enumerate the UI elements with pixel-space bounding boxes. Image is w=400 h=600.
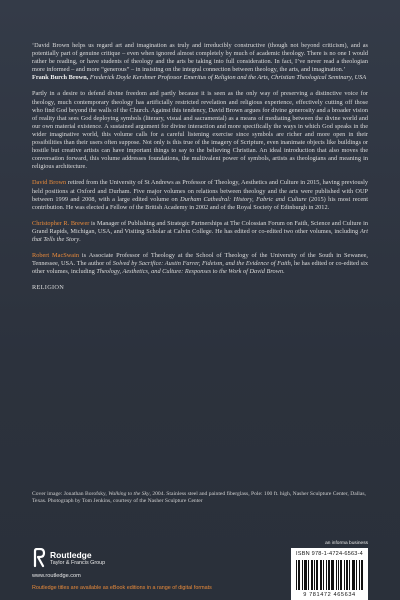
back-cover-text <box>32 42 368 300</box>
subject-category: RELIGION <box>32 284 65 292</box>
isbn-block <box>291 541 368 600</box>
bio-name: Robert MacSwain <box>32 252 79 260</box>
routledge-logo-icon <box>32 548 46 568</box>
bio-text-end: (2015) his most recent contribution. He was elected a Fellow of the British Academy in 2002 and of the Royal Society of Edinburgh in 2012. <box>32 195 369 211</box>
bio-italic-title: Durham Cathedral: History, Fabric and Culture <box>180 195 307 203</box>
cover-credit-prefix: Cover image: Jonathan Borofsky, <box>32 491 109 497</box>
cover-image-credit <box>32 491 368 505</box>
cover-credit-rest: , 2004. Stainless steel and painted fiberglass, Pole: 100 ft. high, Nasher Sculpture Center, Dallas, Texas. Photograph by Tom Jenkins, courtesy of the Nasher Sculpture Center <box>32 491 366 505</box>
bio-italic-title: Solved by Sacrifice: Austin Farrer, Fideism, and the Evidence of Faith <box>112 260 291 268</box>
book-description: Partly in a desire to defend divine freedom and partly because it is seen as the only way of preserving a distinctive voice for theology, much contemporary theology has artificially restricted revelation and religious experience, effectively cutting off those who find God beyond the walls of the Church. Against this tendency, David Brown argues for divine generosity and a broader vision of reality that sees God deploying symbols (literary, visual and sacramental) as a means of mediating between the divine world and our own material existence. A sustained argument for divine interaction and more specifically the ways in which God speaks in the wider imaginative world, this volume calls for a careful listening exercise since symbols are richer and more open in their possibilities than their users often suppose. Not only is this true of the imagery of Scripture, even inanimate objects like buildings or hostile but creative artists can have important things to say to the believing Christian. An ideal introduction that also moves the conversation forward, this volume addresses foundations, the multivalent power of symbols, artists as theologians and meaning in religious architecture. <box>32 90 368 171</box>
informa-business-note: an informa business <box>325 541 368 546</box>
cover-credit-title: Walking to the Sky <box>108 491 150 497</box>
bio-text-end: . <box>79 235 81 243</box>
publisher-url[interactable]: www.routledge.com <box>32 573 81 579</box>
bio-text: is Associate Professor of Theology at the School of Theology of the University of the South in Sewanee, Tennessee, USA. The author of <box>32 252 368 268</box>
barcode-digits: 9 781472 465634 <box>303 592 356 598</box>
bio-name: Christopher R. Brewer <box>32 219 90 227</box>
barcode-icon <box>296 560 363 590</box>
bio-text: is Manager of Publishing and Strategic Partnerships at The Colossian Forum on Faith, Science and Culture in Grand Rapids, Michigan, USA, and Visiting Scholar at Calvin College. He has edited or co-edited two other volumes, including <box>32 219 368 235</box>
quote-attribution <box>32 74 368 82</box>
bio-name: David Brown <box>32 179 67 187</box>
barcode <box>291 548 368 600</box>
quote-affiliation: Frederick Doyle Kershner Professor Emeritus of Religion and the Arts, Christian Theological Seminary, USA <box>89 74 367 82</box>
bio-robert-macswain <box>32 252 368 276</box>
publisher-group: Taylor & Francis Group <box>50 559 106 566</box>
isbn-label: ISBN 978-1-4724-6563-4 <box>296 551 363 557</box>
bio-text-end: . <box>283 268 285 276</box>
quote-text: ‘David Brown helps us regard art and imagination as truly and irreducibly constructive (though not beyond criticism), and as potentially part of genuine critique – even when ignored almost completely by much of academic theology. There is no one I would rather be reading, or have students of theology and the arts be taking into full consideration. In fact, I’ve never read a theologian more informed – and more “generous” – in insisting on the integral connection between theology, the arts, and imagination.’ <box>32 42 368 74</box>
ebook-note: Routledge titles are available as eBook editions in a range of digital formats <box>32 585 212 591</box>
endorsement-quote <box>32 42 368 82</box>
routledge-logo <box>32 548 212 568</box>
publisher-name: Routledge <box>50 549 92 560</box>
bio-italic-title-2: Theology, Aesthetics, and Culture: Responses to the Work of David Brown <box>96 268 284 276</box>
bio-text-mid: , he has edited or co-edited six other volumes, including <box>32 260 368 276</box>
bio-christopher-brewer <box>32 220 368 244</box>
bio-text: retired from the University of St Andrews as Professor of Theology, Aesthetics and Culture in 2015, having previously held positions at Oxford and Durham. Five major volumes on relations between theology and the arts were published with OUP between 1999 and 2008, with a large edited volume on <box>32 179 369 203</box>
bio-david-brown <box>32 179 368 211</box>
publisher-block <box>32 548 212 579</box>
bio-italic-title: Art that Tells the Story <box>32 227 368 243</box>
quote-author: Frank Burch Brown, <box>32 74 89 82</box>
